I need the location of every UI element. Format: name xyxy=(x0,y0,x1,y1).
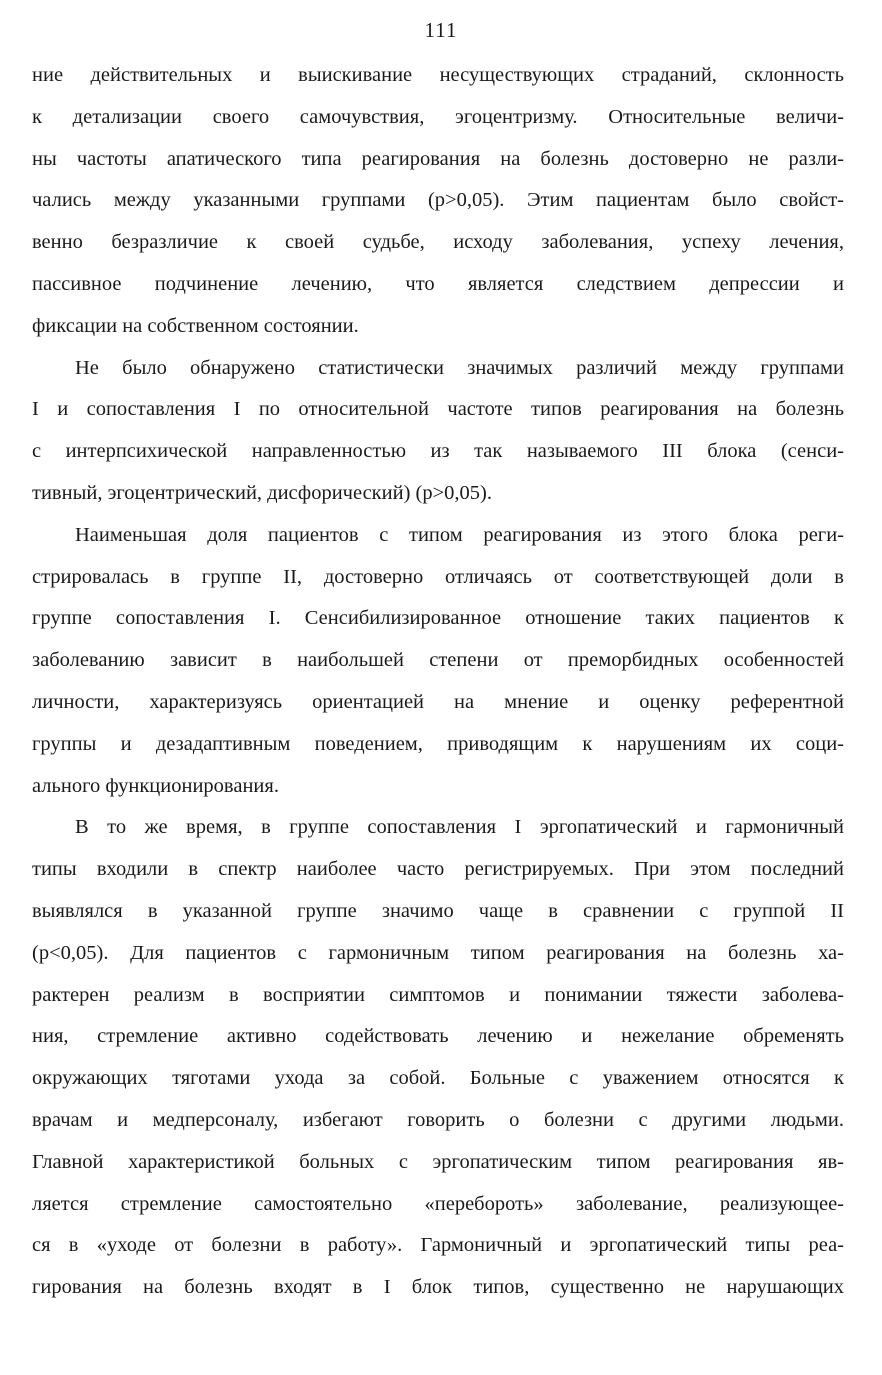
text-line: тивный, эгоцентрический, дисфорический) (р>0,05). xyxy=(32,481,492,504)
page-number: 111 xyxy=(424,18,458,42)
text-line: заболеванию зависит в наибольшей степени от преморбидных особенностей xyxy=(32,649,844,672)
text-line: гирования на болезнь входят в I блок типов, существенно не нарушающих xyxy=(32,1276,844,1299)
text-line: чались между указанными группами (р>0,05). Этим пациентам было свойст- xyxy=(32,189,844,212)
text-line: врачам и медперсоналу, избегают говорить о болезни с другими людьми. xyxy=(32,1108,844,1131)
page-body xyxy=(32,55,844,1309)
text-line: группе сопоставления I. Сенсибилизированное отношение таких пациентов к xyxy=(32,607,844,630)
paragraph xyxy=(32,807,844,1309)
text-line: пассивное подчинение лечению, что является следствием депрессии и xyxy=(32,272,844,295)
text-line: ны частоты апатического типа реагирования на болезнь достоверно не разли- xyxy=(32,147,844,170)
text-line: выявлялся в указанной группе значимо чаще в сравнении с группой II xyxy=(32,899,844,922)
text-line: типы входили в спектр наиболее часто регистрируемых. При этом последний xyxy=(32,858,844,881)
text-line: Наименьшая доля пациентов с типом реагирования из этого блока реги- xyxy=(75,523,844,546)
text-line: ния, стремление активно содействовать лечению и нежелание обременять xyxy=(32,1025,844,1048)
text-line: В то же время, в группе сопоставления I эргопатический и гармоничный xyxy=(75,816,844,839)
text-line: стрировалась в группе II, достоверно отличаясь от соответствующей доли в xyxy=(32,565,844,588)
text-line: рактерен реализм в восприятии симптомов и понимании тяжести заболева- xyxy=(32,983,844,1006)
text-line: I и сопоставления I по относительной частоте типов реагирования на болезнь xyxy=(32,398,844,421)
paragraph xyxy=(32,55,844,348)
text-line: ального функционирования. xyxy=(32,774,279,797)
text-line: венно безразличие к своей судьбе, исходу заболевания, успеху лечения, xyxy=(32,231,844,254)
text-line: личности, характеризуясь ориентацией на мнение и оценку референтной xyxy=(32,690,844,713)
text-line: фиксации на собственном состоянии. xyxy=(32,314,359,337)
text-line: ляется стремление самостоятельно «перебороть» заболевание, реализующее- xyxy=(32,1192,844,1215)
text-line: с интерпсихической направленностью из так называемого III блока (сенси- xyxy=(32,440,844,463)
text-line: группы и дезадаптивным поведением, приводящим к нарушениям их соци- xyxy=(32,732,844,755)
text-line: окружающих тяготами ухода за собой. Больные с уважением относятся к xyxy=(32,1067,844,1090)
paragraph xyxy=(32,348,844,515)
text-line: Главной характеристикой больных с эргопатическим типом реагирования яв- xyxy=(32,1150,844,1173)
paragraph xyxy=(32,515,844,808)
text-line: (р<0,05). Для пациентов с гармоничным типом реагирования на болезнь ха- xyxy=(32,941,844,964)
text-line: ся в «уходе от болезни в работу». Гармоничный и эргопатический типы реа- xyxy=(32,1234,844,1257)
text-line: Не было обнаружено статистически значимых различий между группами xyxy=(75,356,844,379)
text-line: ние действительных и выискивание несуществующих страданий, склонность xyxy=(32,64,844,86)
text-line: к детализации своего самочувствия, эгоцентризму. Относительные величи- xyxy=(32,105,844,128)
